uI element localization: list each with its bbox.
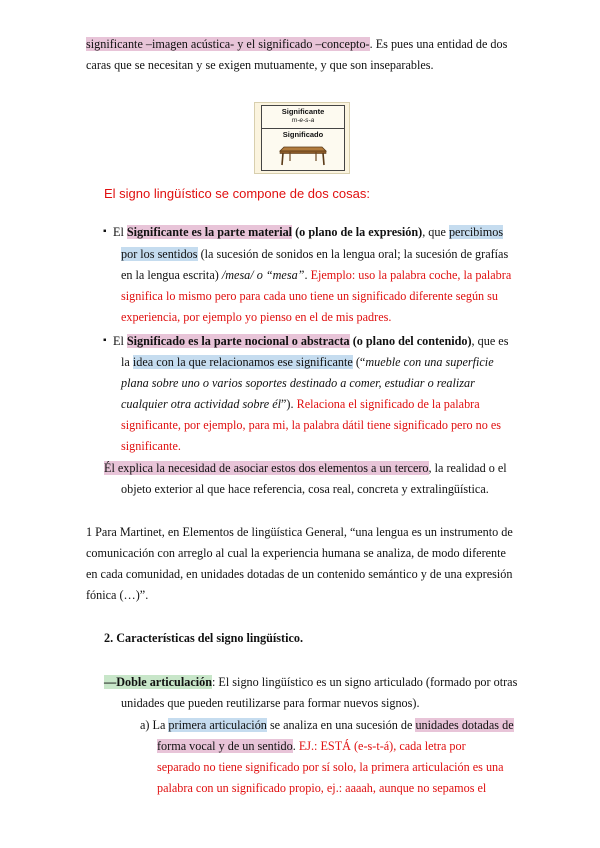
bullet1-l2-rest: (la sucesión de sonidos en la lengua oral; la sucesión de grafías <box>197 247 509 261</box>
figure-significado-label: Significado <box>282 130 324 139</box>
highlight-por-los-sentidos: por los sentidos <box>121 247 198 261</box>
item-a-line2 <box>157 738 466 754</box>
highlight-primera-articulacion: primera articulación <box>168 718 267 732</box>
bullet1-line3 <box>121 267 511 283</box>
figure-divider <box>262 128 344 129</box>
item-a-red-example: EJ.: ESTÁ (e-s-t-á), cada letra por <box>298 739 466 753</box>
highlight-el-explica: Él explica la necesidad de asociar estos dos elementos a un tercero <box>104 461 429 475</box>
item-a-line3: separado no tiene significado por sí solo, la primera articulación es una <box>157 760 504 774</box>
item-a-line4: palabra con un significado propio, ej.: aaaah, aunque no sepamos el <box>157 781 487 795</box>
bullet1-line2 <box>121 246 508 262</box>
bullet2-line6: significante. <box>121 439 181 453</box>
para-el-line2: objeto exterior al que hace referencia, cosa real, concreta y extralingüística. <box>121 482 489 496</box>
item-a-mid: se analiza en una sucesión de <box>266 718 416 732</box>
item-a-dot: . <box>292 739 299 753</box>
bullet1-l3c: . <box>304 268 311 282</box>
bullet2-red-note: Relaciona el significado de la palabra <box>296 397 480 411</box>
bullet2-l1-end: , que es <box>471 334 509 348</box>
para1-line2: caras que se necesitan y se exigen mutuamente, y que son inseparables. <box>86 58 434 72</box>
bullet1-paren: (o plano de la expresión) <box>292 225 423 239</box>
highlight-imagen-concepto: –imagen acústica- y el significado –concepto- <box>142 37 370 51</box>
highlight-unidades-dotadas: unidades dotadas de <box>415 718 514 732</box>
highlight-forma-vocal: forma vocal y de un sentido <box>157 739 293 753</box>
bullet2-line5: significante, por ejemplo, para mi, la palabra dátil tiene significado pero no es <box>121 418 502 432</box>
bullet2-definition-start: mueble con una superficie <box>365 355 494 369</box>
doble-line1 <box>104 674 517 690</box>
section2-heading <box>104 630 303 646</box>
bullet1-line5: experiencia, por ejemplo yo pienso en el de mis padres. <box>121 310 392 324</box>
item-a-label: a) <box>140 718 153 732</box>
highlight-significado-nocional: Significado es la parte nocional o abstracta <box>126 334 350 348</box>
table-icon <box>278 141 328 167</box>
bullet2-close-quote: ”). <box>281 397 297 411</box>
figure-sound-label: m-e-s-a <box>291 117 315 124</box>
bullet1-example-mesa: /mesa/ o “mesa” <box>221 268 305 282</box>
highlight-significante: significante <box>86 37 143 51</box>
bullet2-line1 <box>113 333 508 349</box>
doble-term: Doble articulación <box>116 675 212 689</box>
bullet1-l3a: en la lengua escrita) <box>121 268 222 282</box>
figure-significante-label: Significante <box>281 107 325 116</box>
highlight-percibimos: percibimos <box>448 225 504 239</box>
bullet-icon: ▪ <box>103 335 107 346</box>
bullet2-line4 <box>121 396 480 412</box>
bullet2-el: El <box>113 334 127 348</box>
martinet-line3: en cada comunidad, en unidades dotadas de un contenido semántico y de una expresión <box>86 567 513 581</box>
doble-line2: unidades que pueden reutilizarse para formar nuevos signos). <box>121 696 420 710</box>
bullet2-paren: (o plano del contenido) <box>349 334 472 348</box>
bullet-icon: ▪ <box>103 226 107 237</box>
martinet-line2: comunicación con arreglo al cual la experiencia humana se analiza, de modo diferente <box>86 546 506 560</box>
bullet2-la: la <box>121 355 133 369</box>
martinet-line4: fónica (…)”. <box>86 588 149 602</box>
doble-rest: : El signo lingüístico es un signo articulado (formado por otras <box>212 675 518 689</box>
bullet2-line3: plana sobre uno o varios soportes destinado a comer, estudiar o realizar <box>121 376 475 390</box>
para1-text: . Es pues una entidad de dos <box>369 37 508 51</box>
bullet1-red-note: Ejemplo: uso la palabra coche, la palabra <box>310 268 512 282</box>
section2-number: 2. <box>104 631 114 645</box>
highlight-significante-material: Significante es la parte material <box>126 225 293 239</box>
bullet1-que: , que <box>422 225 449 239</box>
para-el-rest: , la realidad o el <box>428 461 507 475</box>
bullet1-line4: significa lo mismo pero para cada uno tiene un significado diferente según su <box>121 289 499 303</box>
bullet2-open-quote: (“ <box>352 355 366 369</box>
para1-line1 <box>86 36 507 52</box>
bullet2-definition-end: cualquier otra actividad sobre él <box>121 397 281 411</box>
highlight-idea: idea con la que relacionamos ese significante <box>132 355 353 369</box>
bullet1-line1 <box>113 224 503 240</box>
item-a-line1 <box>140 717 514 733</box>
para-el-line1 <box>104 460 507 476</box>
item-a-la: La <box>152 718 169 732</box>
bullet2-line2 <box>121 354 494 370</box>
highlight-doble-articulacion <box>104 675 212 689</box>
doble-dash: — <box>104 675 117 689</box>
bullet1-el: El <box>113 225 127 239</box>
sign-diagram-box <box>261 105 345 171</box>
martinet-line1: 1 Para Martinet, en Elementos de lingüística General, “una lengua es un instrumento de <box>86 525 513 539</box>
intro-heading: El signo lingüístico se compone de dos cosas: <box>104 186 370 201</box>
section2-title: Características del signo lingüístico. <box>116 631 304 645</box>
sign-figure <box>254 102 350 174</box>
